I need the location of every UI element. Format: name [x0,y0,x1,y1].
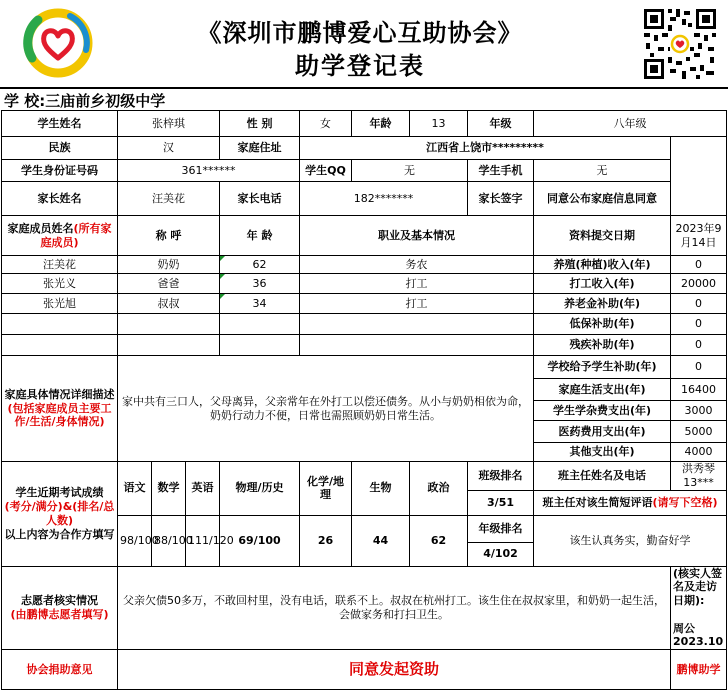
gender-value[interactable]: 女 [300,111,352,137]
family-member-job[interactable]: 打工 [300,294,534,314]
finance-value[interactable]: 0 [671,356,727,379]
consent-text: 同意公布家庭信息同意 [534,182,671,216]
address-value[interactable]: 江西省上饶市********* [300,137,671,160]
volunteer-notes[interactable]: 父亲欠债50多万，不敢回村里，没有电话，联系不上。叔叔在杭州打工。该生住在叔叔家里，和奶奶一起生活，会做家务和打扫卫生。 [118,566,671,650]
family-member-name-empty[interactable] [2,335,118,356]
finance-label: 其他支出(年) [534,443,671,462]
registration-table [1,110,727,690]
family-situation-label [2,356,118,462]
family-member-header [2,216,118,256]
family-member-name[interactable]: 张光旭 [2,294,118,314]
family-member-age-empty[interactable] [220,314,300,335]
teacher-comment-label-text: 班主任对该生简短评语 [542,495,653,509]
teacher-comment-label [534,490,727,515]
subject-header: 数学 [152,462,186,516]
relation-col-header: 称 呼 [118,216,220,256]
teacher-comment-value[interactable]: 该生认真务实，勤奋好学 [534,515,727,566]
age-col-header: 年 龄 [220,216,300,256]
subject-header: 语文 [118,462,152,516]
finance-label: 养殖(种植)收入(年) [534,256,671,274]
finance-value[interactable]: 0 [671,314,727,335]
finance-label: 残疾补助(年) [534,335,671,356]
student-name-value[interactable]: 张梓琪 [118,111,220,137]
submit-date-value[interactable]: 2023年9月14日 [671,216,727,256]
finance-label: 低保补助(年) [534,314,671,335]
finance-value[interactable]: 3000 [671,401,727,421]
family-member-relation-empty[interactable] [118,335,220,356]
address-label: 家庭住址 [220,137,300,160]
header-divider [0,87,728,89]
parent-name-label: 家长姓名 [2,182,118,216]
ethnicity-label: 民族 [2,137,118,160]
age-label: 年龄 [352,111,410,137]
class-rank-value[interactable]: 3/51 [468,490,534,515]
finance-label: 医药费用支出(年) [534,421,671,443]
family-member-job[interactable]: 务农 [300,256,534,274]
grade-value[interactable]: 八年级 [534,111,727,137]
family-member-age[interactable]: 34 [220,294,300,314]
subject-score[interactable]: 98/100 [118,515,152,566]
volunteer-sign-value: 周公 2023.10 [673,621,724,649]
exam-label [2,462,118,567]
qq-label: 学生QQ [300,160,352,182]
family-member-header-note: (所有家庭成员) [40,221,112,249]
family-member-relation[interactable]: 叔叔 [118,294,220,314]
family-member-job-empty[interactable] [300,335,534,356]
opinion-label: 协会捐助意见 [2,650,118,690]
parent-phone-value[interactable]: 182******* [300,182,468,216]
volunteer-label-note: (由鹏博志愿者填写) [10,607,109,621]
subject-header: 政治 [410,462,468,516]
family-member-name[interactable]: 张光义 [2,274,118,294]
family-member-relation[interactable]: 爸爸 [118,274,220,294]
opinion-value[interactable]: 同意发起资助 [118,650,671,690]
teacher-contact-label: 班主任姓名及电话 [534,462,671,491]
family-situation-label-text: 家庭具体情况详细描述 [4,387,115,401]
exam-label-note: (考分/满分)&(排名/总人数) [4,500,115,527]
gender-label: 性 别 [220,111,300,137]
subject-score[interactable]: 88/100 [152,515,186,566]
subject-header: 生物 [352,462,410,516]
family-member-name-empty[interactable] [2,314,118,335]
parent-sign-label: 家长签字 [468,182,534,216]
heart-logo-icon [18,6,98,80]
job-col-header: 职业及基本情况 [300,216,534,256]
finance-label: 家庭生活支出(年) [534,379,671,401]
volunteer-sign-label: (核实人签名及走访日期): [673,566,723,607]
teacher-contact-value[interactable]: 洪秀琴13*** [671,462,727,491]
family-member-name[interactable]: 汪美花 [2,256,118,274]
subject-score[interactable]: 44 [352,515,410,566]
student-phone-label: 学生手机 [468,160,534,182]
student-phone-value[interactable]: 无 [534,160,671,182]
subject-score[interactable]: 111/120 [186,515,220,566]
form-title: 助学登记表 [295,51,425,80]
qq-value[interactable]: 无 [352,160,468,182]
family-member-relation[interactable]: 奶奶 [118,256,220,274]
family-member-header-text: 家庭成员姓名 [7,221,74,235]
school-name: 学 校:三庙前乡初级中学 [4,92,166,110]
qr-code-icon [641,6,719,82]
family-member-relation-empty[interactable] [118,314,220,335]
family-member-age[interactable]: 62 [220,256,300,274]
finance-value[interactable]: 4000 [671,443,727,462]
exam-label-partner: 以上内容为合作方填写 [4,527,115,541]
subject-header: 物理/历史 [220,462,300,516]
age-value[interactable]: 13 [410,111,468,137]
submit-date-label: 资料提交日期 [534,216,671,256]
subject-header: 英语 [186,462,220,516]
id-number-value[interactable]: 361****** [118,160,300,182]
family-member-job[interactable]: 打工 [300,274,534,294]
parent-phone-label: 家长电话 [220,182,300,216]
volunteer-label-text: 志愿者核实情况 [21,594,98,607]
id-number-label: 学生身份证号码 [2,160,118,182]
finance-value[interactable]: 16400 [671,379,727,401]
student-name-label: 学生姓名 [2,111,118,137]
finance-label: 学校给予学生补助(年) [534,356,671,379]
form-title-org: 《深圳市鹏博爱心互助协会》 [197,18,523,47]
exam-label-text: 学生近期考试成绩 [15,486,104,500]
finance-label: 打工收入(年) [534,274,671,294]
grade-rank-label: 年级排名 [468,515,534,542]
parent-name-value[interactable]: 汪美花 [118,182,220,216]
finance-label: 养老金补助(年) [534,294,671,314]
finance-value[interactable]: 5000 [671,421,727,443]
subject-score[interactable]: 69/100 [220,515,300,566]
class-rank-label: 班级排名 [468,462,534,491]
org-name: 鹏博助学 [671,650,727,690]
volunteer-label [2,566,118,650]
grade-label: 年级 [468,111,534,137]
volunteer-signature[interactable] [671,566,727,650]
teacher-comment-note: (请写下空格) [652,495,718,509]
finance-label: 学生学杂费支出(年) [534,401,671,421]
family-member-age[interactable]: 36 [220,274,300,294]
subject-score[interactable]: 62 [410,515,468,566]
subject-header: 化学/地理 [300,462,352,516]
family-situation-text[interactable]: 家中共有三口人，父母离异，父亲常年在外打工以偿还债务。从小与奶奶相依为命，奶奶行动力不便，日常也需照顾奶奶日常生活。 [118,356,534,462]
finance-value[interactable]: 0 [671,335,727,356]
family-situation-label-note: (包括家庭成员主要工作/生活/身体情况) [7,401,112,429]
family-member-age-empty[interactable] [220,335,300,356]
finance-value[interactable]: 0 [671,294,727,314]
finance-value[interactable]: 0 [671,256,727,274]
finance-value[interactable]: 20000 [671,274,727,294]
subject-score[interactable]: 26 [300,515,352,566]
grade-rank-value[interactable]: 4/102 [468,542,534,566]
ethnicity-value[interactable]: 汉 [118,137,220,160]
form-header [0,0,728,88]
family-member-job-empty[interactable] [300,314,534,335]
